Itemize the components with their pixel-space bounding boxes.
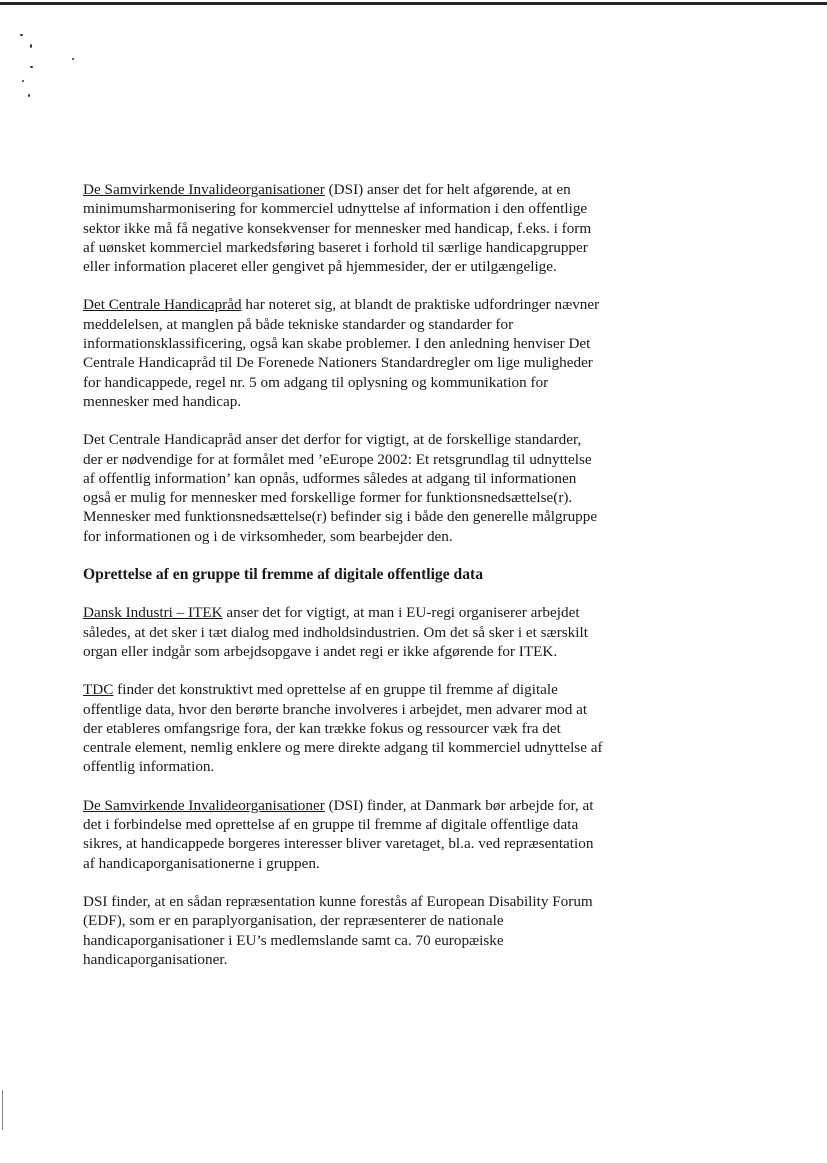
document-body	[83, 180, 603, 988]
paragraph-dsi-2	[83, 796, 603, 873]
paragraph-text: Det Centrale Handicapråd anser det derfor for vigtigt, at de forskellige standarder, der er nødvendige for at formålet med ’eEurope 2002: Et retsgrundlag til udnyttelse af offentlig information’ kan opnås, udformes således at adgang til informationen også er mulig for mennesker med forskellige former for funktionsnedsættelse(r). Mennesker med funktionsnedsættelse(r) befinder sig i både den generelle målgruppe for informationen og i de virksomheder, som bearbejder den.	[83, 431, 598, 545]
org-name: Det Centrale Handicapråd	[83, 296, 242, 314]
paragraph-text: (DSI) finder, at Danmark bør arbejde for, at det i forbindelse med oprettelse af en gruppe til fremme af digitale offentlige data sikres, at handicappede borgeres interesser bliver varetaget, bl.a. ved repræsentation af handicaporganisationerne i gruppen.	[83, 796, 594, 872]
paragraph-text: DSI finder, at en sådan repræsentation kunne forestås af European Disability Forum (EDF), som er en paraplyorganisation, der repræsenterer de nationale handicaporganisationer i EU’s medlemslande samt ca. 70 europæiske handicaporganisationer.	[83, 892, 593, 968]
paragraph-itek	[83, 603, 603, 661]
paragraph-tdc	[83, 680, 603, 776]
paragraph-dsi-3	[83, 892, 603, 969]
paragraph-text: finder det konstruktivt med oprettelse af en gruppe til fremme af digitale offentlige data, hvor den berørte branche involveres i arbejdet, men advarer mod at der etableres omfangsrige fora, der kan trække fokus og ressourcer væk fra det centrale element, nemlig enklere og mere direkte adgang til kommerciel udnyttelse af offentlig information.	[83, 681, 603, 776]
scan-left-edge-mark	[2, 1090, 3, 1130]
scan-top-border	[0, 2, 827, 5]
paragraph-text: (DSI) anser det for helt afgørende, at en minimumsharmonisering for kommerciel udnyttelse af information i den offentlige sektor ikke må få negative konsekvenser for mennesker med handicap, f.eks. i form af uønsket kommerciel markedsføring baseret i forhold til særlige handicapgrupper eller information placeret eller gengivet på hjemmesider, der er utilgængelige.	[83, 181, 592, 276]
paragraph-dsi-1	[83, 180, 603, 276]
paragraph-text: anser det for vigtigt, at man i EU-regi organiserer arbejdet således, at det sker i tæt dialog med indholdsindustrien. Om det så sker i et særskilt organ eller indgår som arbejdsopgave i andet regi er ikke afgørende for ITEK.	[83, 604, 588, 660]
paragraph-dch-1	[83, 295, 603, 411]
paragraph-dch-2	[83, 430, 603, 546]
org-name: Dansk Industri – ITEK	[83, 604, 223, 622]
org-name: TDC	[83, 681, 114, 699]
org-name: De Samvirkende Invalideorganisationer	[83, 796, 325, 814]
section-heading: Oprettelse af en gruppe til fremme af digitale offentlige data	[83, 566, 484, 584]
paragraph-text: har noteret sig, at blandt de praktiske udfordringer nævner meddelelsen, at manglen på både tekniske standarder og standarder for informationsklassificering, også kan skabe problemer. I den anledning henviser Det Centrale Handicapråd til De Forenede Nationers Standardregler om lige muligheder for handicappede, regel nr. 5 om adgang til oplysning og kommunikation for mennesker med handicap.	[83, 296, 600, 410]
org-name: De Samvirkende Invalideorganisationer	[83, 181, 325, 198]
scan-specks	[18, 30, 78, 110]
